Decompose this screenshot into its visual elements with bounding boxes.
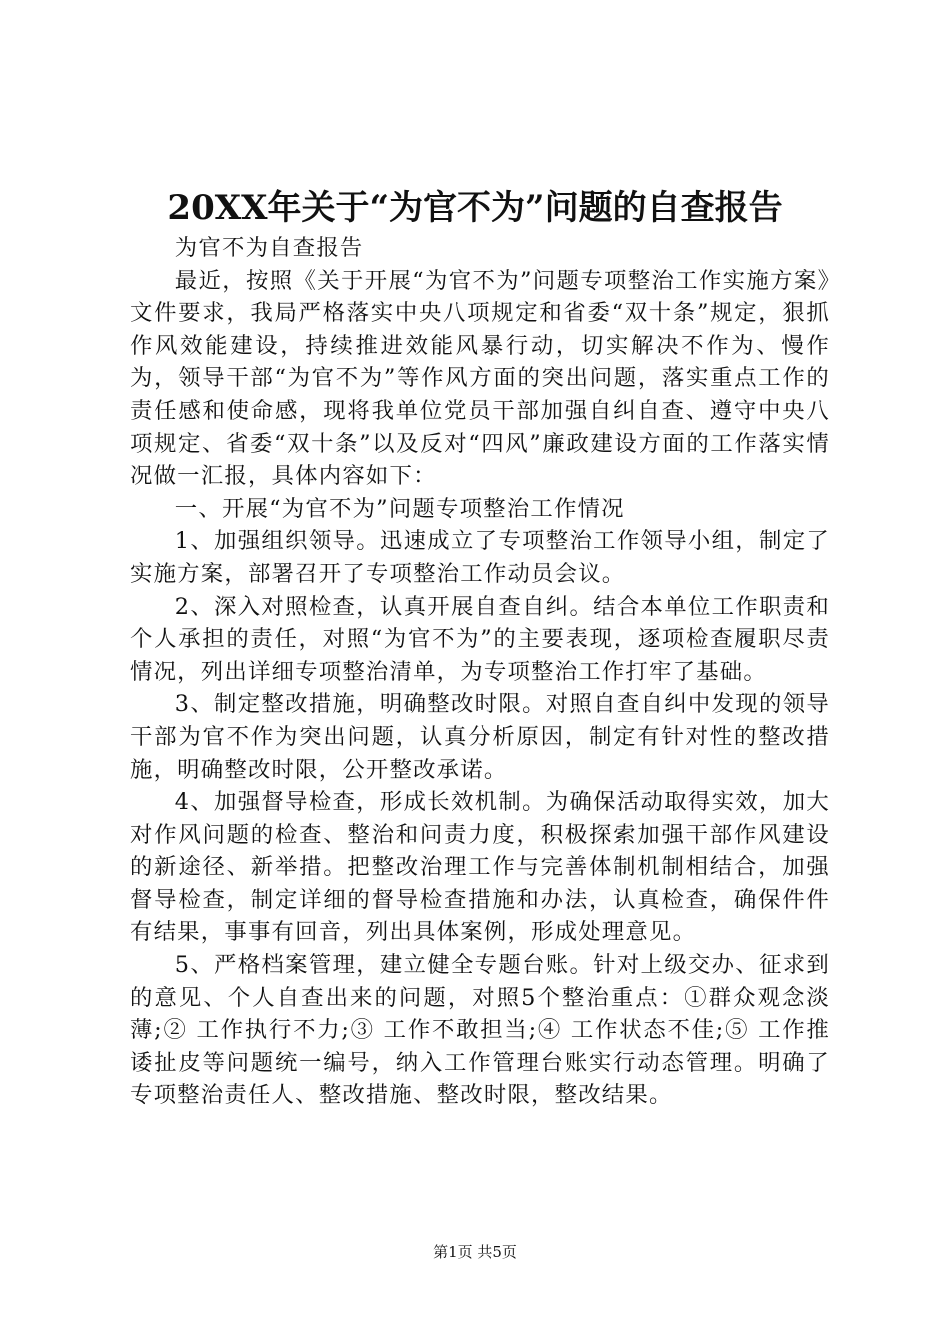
paragraph-item-4: 4、加强督导检查，形成长效机制。为确保活动取得实效，加大对作风问题的检查、整治和问责力度，积极探索加强干部作风建设的新途径、新举措。把整改治理工作与完善体制机制相结合，加强督导检查，制定详细的督导检查措施和办法，认真检查，确保件件有结果，事事有回音，列出具体案例，形成处理意见。	[130, 789, 830, 946]
paragraph-intro: 最近，按照《关于开展“为官不为”问题专项整治工作实施方案》文件要求，我局严格落实中央八项规定和省委“双十条”规定，狠抓作风效能建设，持续推进效能风暴行动，切实解决不作为、慢作为，领导干部“为官不为”等作风方面的突出问题，落实重点工作的责任感和使命感，现将我单位党员干部加强自纠自查、遵守中央八项规定、省委“双十条”以及反对“四风”廉政建设方面的工作落实情况做一汇报，具体内容如下：	[130, 267, 830, 490]
section-heading-1: 一、开展“为官不为”问题专项整治工作情况	[174, 495, 625, 522]
page-number-footer: 第1页 共5页	[433, 1243, 517, 1261]
paragraph-item-1: 1、加强组织领导。迅速成立了专项整治工作领导小组，制定了实施方案，部署召开了专项整治工作动员会议。	[130, 528, 830, 587]
document-title: 20XX年关于“为官不为”问题的自查报告	[167, 188, 783, 228]
paragraph-item-3: 3、制定整改措施，明确整改时限。对照自查自纠中发现的领导干部为官不作为突出问题，认真分析原因，制定有针对性的整改措施，明确整改时限，公开整改承诺。	[130, 691, 830, 783]
document-body	[130, 232, 830, 1112]
paragraph-subtitle: 为官不为自查报告	[174, 235, 364, 261]
paragraph-item-5: 5、严格档案管理，建立健全专题台账。针对上级交办、征求到的意见、个人自查出来的问题，对照5个整治重点：①群众观念淡薄;② 工作执行不力;③ 工作不敢担当;④ 工作状态不佳;⑤ 工作推诿扯皮等问题统一编号，纳入工作管理台账实行动态管理。明确了专项整治责任人、整改措施、整改时限，整改结果。	[130, 952, 830, 1109]
paragraph-item-2: 2、深入对照检查，认真开展自查自纠。结合本单位工作职责和个人承担的责任，对照“为官不为”的主要表现，逐项检查履职尽责情况，列出详细专项整治清单，为专项整治工作打牢了基础。	[130, 593, 830, 685]
